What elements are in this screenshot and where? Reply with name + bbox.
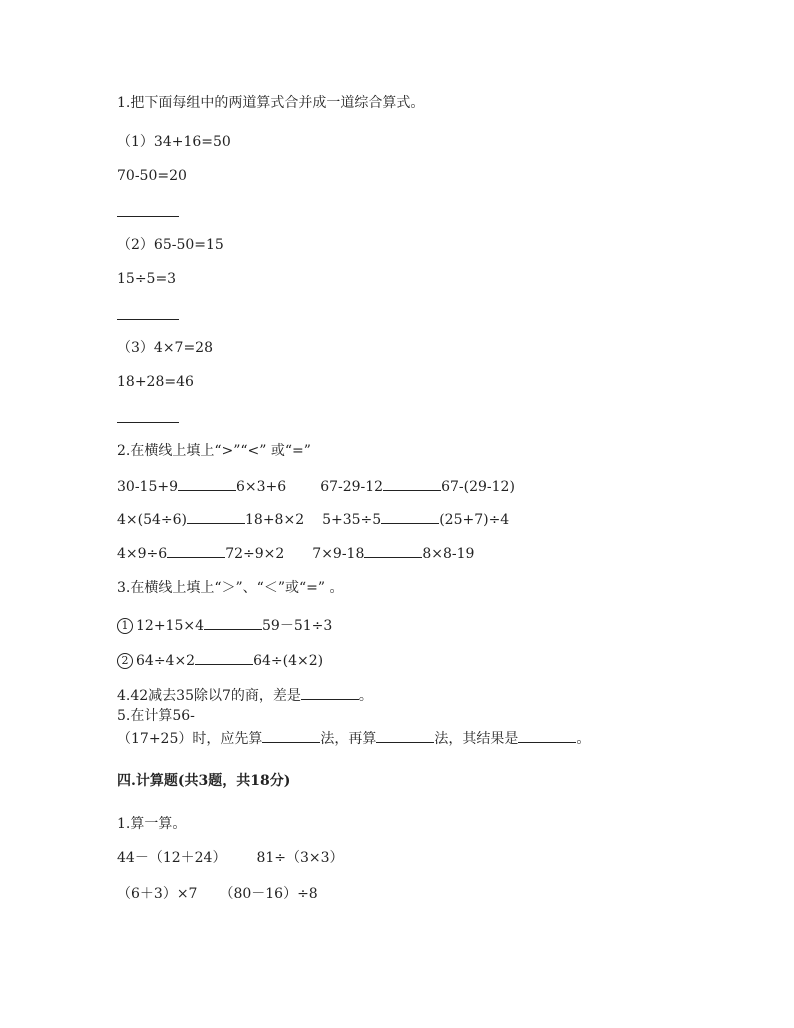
q2-r2a-blank[interactable] [187,511,245,524]
circled-number-2: 2 [117,653,133,669]
q1-group1-eq1: （1）34+16=50 [117,134,231,150]
q4 [117,687,373,705]
q3-i1-left: 12+15×4 [136,618,204,634]
q3-i1-blank[interactable] [204,617,262,630]
q2-r2b-right: (25+7)÷4 [439,512,510,528]
q4-text: 4.42减去35除以7的商，差是 [117,688,301,704]
q1-group2-eq1: （2）65-50=15 [117,237,224,253]
q3-i2-blank[interactable] [195,652,253,665]
q5-blank1[interactable] [262,730,320,743]
q2-row1 [117,478,515,496]
calc-expr-3: （6＋3）×7 [117,886,198,902]
q2-r2a-left: 4×(54÷6) [117,512,188,528]
q1-group1-answer-blank[interactable] [117,216,179,217]
q5-part3: 法，其结果是 [434,731,519,747]
q2-r1a-blank[interactable] [178,478,236,491]
calc-expr-2: 81÷（3×3） [256,850,344,866]
q3-i2-left: 64÷4×2 [136,653,196,669]
q2-r2a-right: 18+8×2 [245,512,305,528]
q3-item2 [117,652,323,670]
q3-title: 3.在横线上填上“＞”、“＜”或“=” 。 [117,580,344,596]
q2-r1b-right: 67-(29-12) [441,479,515,495]
q3-item1 [117,617,332,635]
q2-r3b-blank[interactable] [364,545,422,558]
q3-i1-right: 59－51÷3 [262,618,333,634]
q3-i2-right: 64÷(4×2) [253,653,324,669]
q5-line1: 5.在计算56- [117,708,195,724]
q1-group3-eq1: （3）4×7=28 [117,340,213,356]
q2-title: 2.在横线上填上“>”“<” 或“=” [117,443,311,459]
q1-group2-eq2: 15÷5=3 [117,271,177,287]
q2-row3 [117,545,474,563]
q4-end: 。 [358,688,373,704]
q5-part1: （17+25）时，应先算 [117,731,263,747]
q2-row2 [117,511,509,529]
q2-r3a-left: 4×9÷6 [117,546,168,562]
q2-r3a-right: 72÷9×2 [225,546,285,562]
q2-r3b-right: 8×8-19 [422,546,475,562]
calc-expr-1: 44－（12＋24） [117,850,227,866]
calc-row1 [117,849,344,867]
circled-number-1: 1 [117,618,133,634]
calc-row2 [117,885,318,903]
q1-group3-answer-blank[interactable] [117,422,179,423]
section4-q1-title: 1.算一算。 [117,816,187,832]
q2-r1b-blank[interactable] [383,478,441,491]
q5-blank3[interactable] [518,730,576,743]
q1-group2-answer-blank[interactable] [117,319,179,320]
q2-r1a-left: 30-15+9 [117,479,178,495]
q1-group3-eq2: 18+28=46 [117,374,194,390]
q2-r3b-left: 7×9-18 [312,546,365,562]
q2-r3a-blank[interactable] [167,545,225,558]
calc-expr-4: （80－16）÷8 [219,886,318,902]
q2-r1a-right: 6×3+6 [236,479,287,495]
q2-r1b-left: 67-29-12 [320,479,384,495]
q4-blank[interactable] [301,687,359,700]
q5-part4: 。 [576,731,591,747]
q2-r2b-left: 5+35÷5 [322,512,382,528]
q5-blank2[interactable] [376,730,434,743]
q1-title: 1.把下面每组中的两道算式合并成一道综合算式。 [117,95,425,111]
section4-title: 四.计算题(共3题，共18分) [117,773,291,789]
q5-part2: 法，再算 [320,731,377,747]
q5-line2 [117,730,590,748]
q1-group1-eq2: 70-50=20 [117,168,187,184]
q2-r2b-blank[interactable] [381,511,439,524]
